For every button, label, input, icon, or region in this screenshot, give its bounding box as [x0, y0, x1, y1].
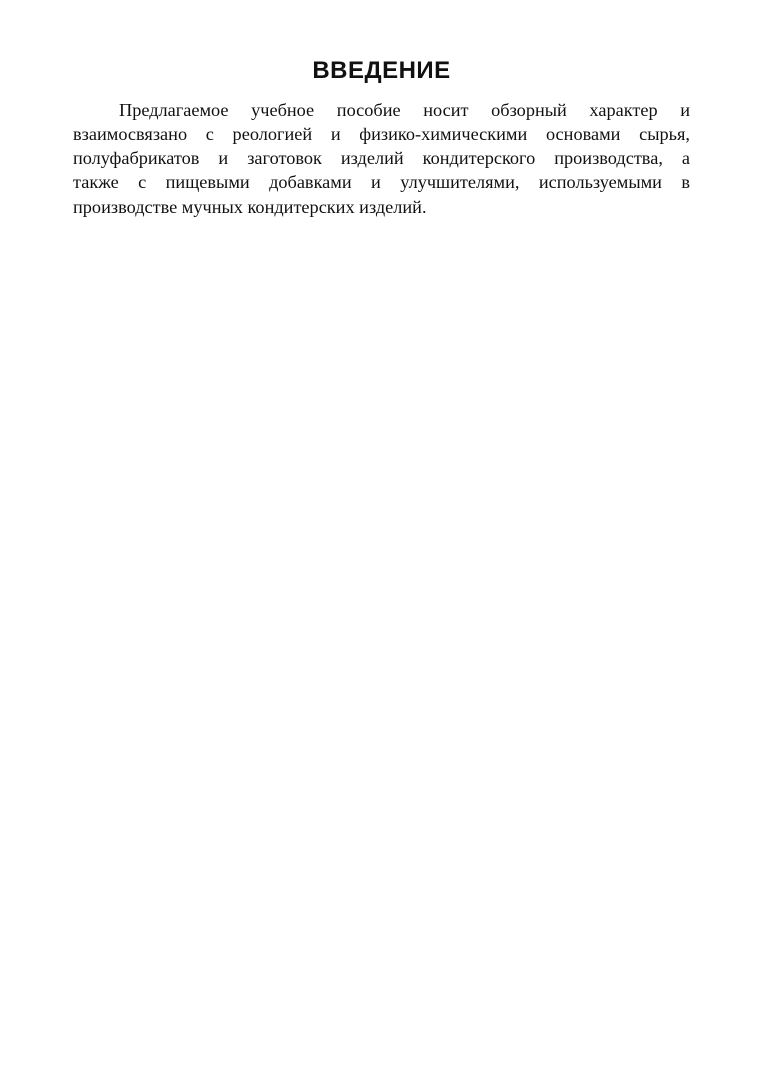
text-line: производстве мучных кондитерских изделий. — [73, 196, 427, 217]
text-line: также с пищевыми добавками и улучшителями, используемыми в — [73, 172, 690, 193]
body-text — [73, 98, 690, 219]
text-line: Предлагаемое учебное пособие носит обзорный характер и — [119, 100, 690, 120]
text-line: полуфабрикатов и заготовок изделий кондитерского производства, а — [73, 148, 690, 169]
paragraph — [73, 98, 690, 219]
text-line: взаимосвязано с реологией и физико-химическими основами сырья, — [73, 124, 690, 145]
page-title: ВВЕДЕНИЕ — [312, 57, 451, 84]
